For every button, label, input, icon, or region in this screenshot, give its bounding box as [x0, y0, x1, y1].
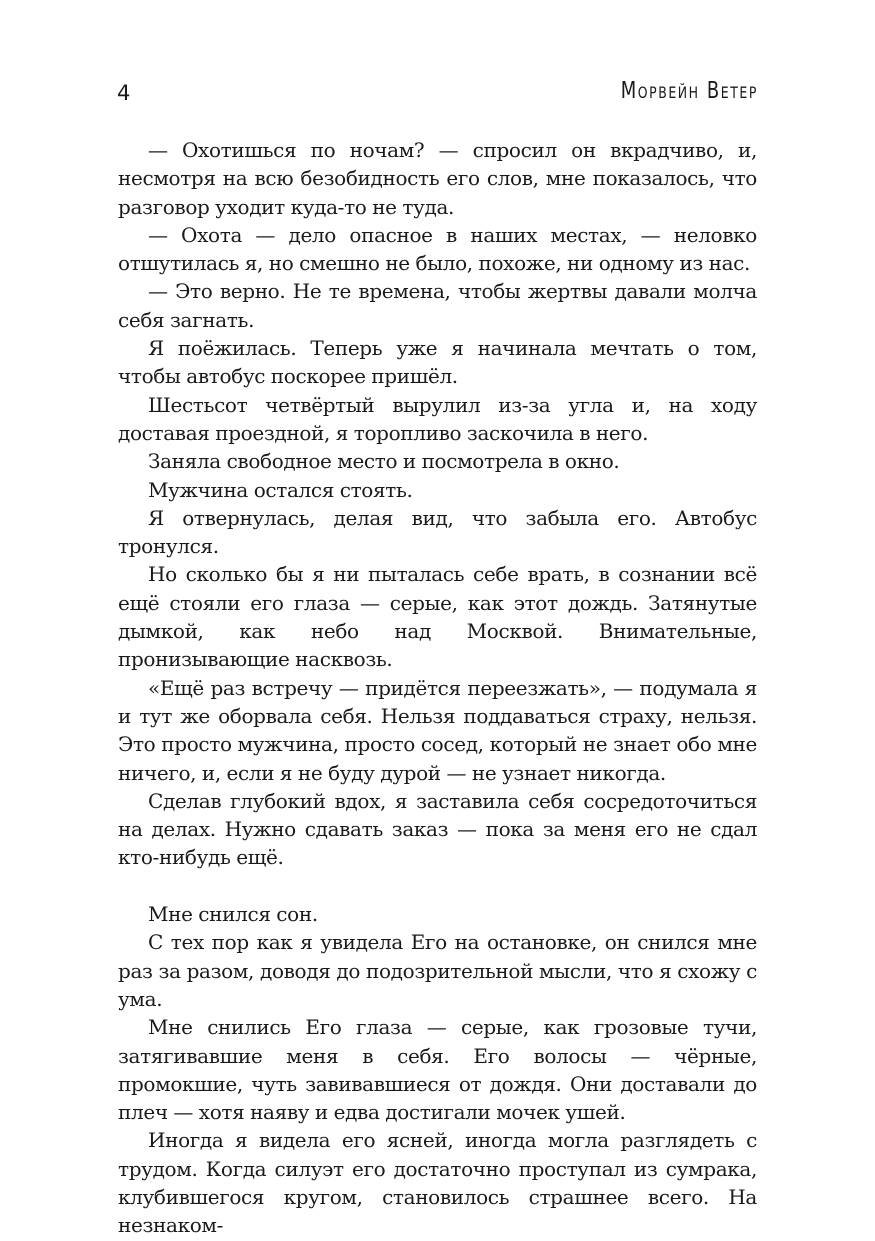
paragraph: Мне снился сон.	[148, 902, 318, 927]
scene-break	[118, 872, 757, 900]
paragraph: Мужчина остался стоять.	[148, 477, 413, 502]
paragraph: — Охота — дело опасное в наших местах, — неловко отшутилась я, но смешно не было, похоже, ни одному из нас.	[118, 222, 757, 276]
paragraph: — Охотишься по ночам? — спросил он вкрадчиво, и, несмотря на всю безобидность его слов, мне показалось, что разговор уходит куда-то не туда.	[118, 138, 757, 219]
paragraph: С тех пор как я увидела Его на остановке, он снился мне раз за разом, доводя до подозрительной мысли, что я схожу с ума.	[118, 930, 757, 1011]
paragraph: «Ещё раз встречу — придётся переезжать», — подумала я и тут же оборвала себя. Нельзя поддаваться страху, нельзя. Это просто мужчина, просто сосед, который не знает обо мне ничего, и, если я не буду дурой — не узнает никогда.	[118, 675, 757, 785]
paragraph: Я отвернулась, делая вид, что забыла его. Автобус тронулся.	[118, 505, 757, 559]
paragraph: Но сколько бы я ни пыталась себе врать, в сознании всё ещё стояли его глаза — серые, как этот дождь. Затянутые дымкой, как небо над Москвой. Внимательные, пронизывающие насквозь.	[118, 562, 757, 672]
body-text	[118, 136, 757, 1240]
paragraph: Мне снились Его глаза — серые, как грозовые тучи, затягивавшие меня в себя. Его волосы — чёрные, промокшие, чуть завивавшиеся от дождя. Они доставали до плеч — хотя наяву и едва достигали мочек ушей.	[118, 1015, 757, 1125]
paragraph: Иногда я видела его ясней, иногда могла разглядеть с трудом. Когда силуэт его достаточно проступал из сумрака, клубившегося кругом, становилось страшнее всего. На незнаком-	[118, 1128, 757, 1238]
page-number: 4	[117, 81, 132, 105]
paragraph: Шестьсот четвёртый вырулил из-за угла и, на ходу доставая проездной, я торопливо заскочила в него.	[118, 392, 757, 445]
paragraph: — Это верно. Не те времена, чтобы жертвы давали молча себя загнать.	[118, 279, 757, 332]
paragraph: Я поёжилась. Теперь уже я начинала мечтать о том, чтобы автобус поскорее пришёл.	[118, 336, 757, 389]
running-title: Морвейн Ветер	[620, 78, 758, 104]
paragraph: Сделав глубокий вдох, я заставила себя сосредоточиться на делах. Нужно сдавать заказ — пока за меня его не сдал кто-нибудь ещё.	[118, 788, 757, 870]
page-header	[0, 0, 875, 120]
paragraph: Заняла свободное место и посмотрела в окно.	[148, 449, 620, 474]
